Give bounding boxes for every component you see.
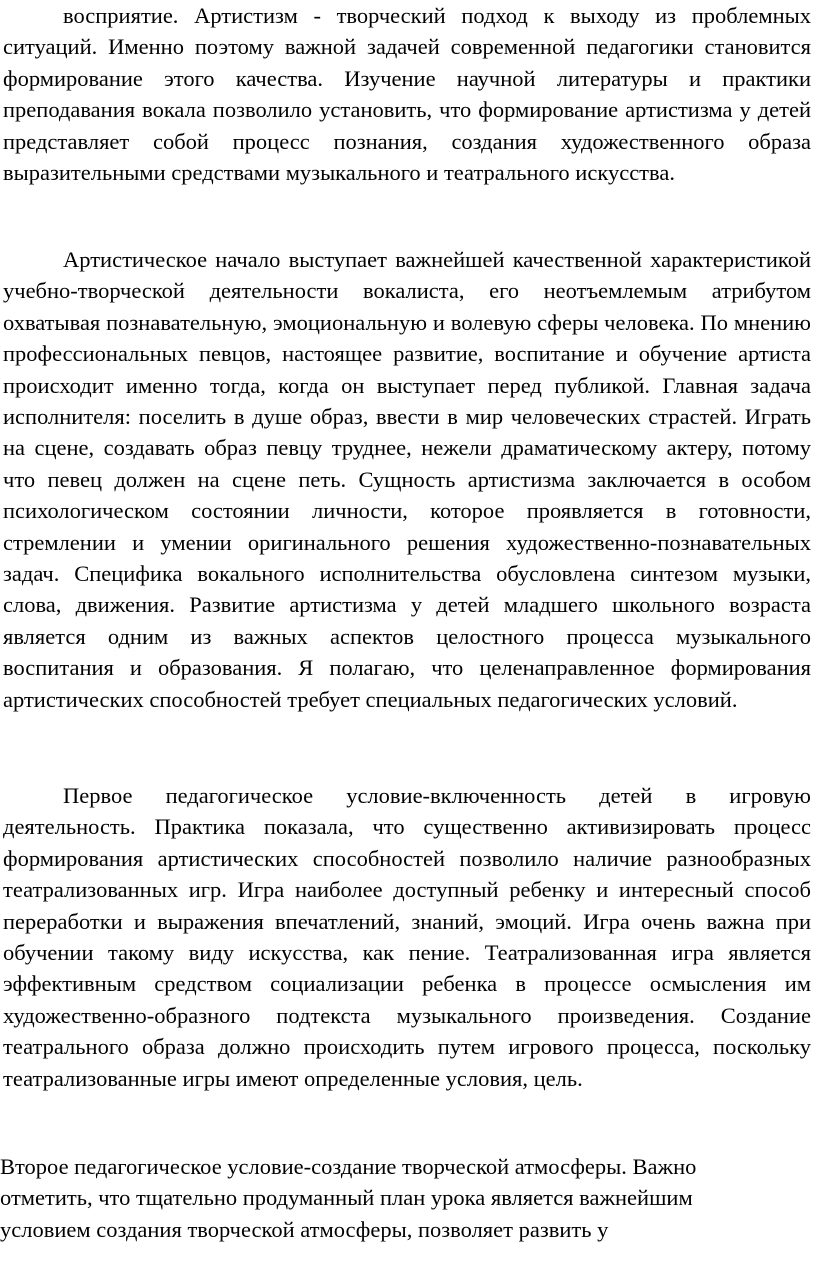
- paragraph-1: восприятие. Артистизм - творческий подход к выходу из проблемных ситуаций. Именно поэтому важной задачей современной педагогики становится формирование этого качества. Изучение научной литературы и практики преподавания вокала позволило установить, что формирование артистизма у детей представляет собой процесс познания, создания художественного образа выразительными средствами музыкального и театрального искусства.: [3, 3, 811, 186]
- paragraph-4: Второе педагогическое условие-создание творческой атмосферы. Важно отметить, что тщательно продуманный план урока является важнейшим условием создания творческой атмосферы, позволяет развить у: [0, 1154, 697, 1242]
- paragraph-3: Первое педагогическое условие-включенность детей в игровую деятельность. Практика показала, что существенно активизировать процесс формирования артистических способностей позволило наличие разнообразных театрализованных игр. Игра наиболее доступный ребенку и интересный способ переработки и выражения впечатлений, знаний, эмоций. Игра очень важна при обучении такому виду искусства, как пение. Театрализованная игра является эффективным средством социализации ребенка в процессе осмысления им художественно-образного подтекста музыкального произведения. Создание театрального образа должно происходить путем игрового процесса, поскольку театрализованные игры имеют определенные условия, цель.: [3, 783, 811, 1091]
- paragraph-2: Артистическое начало выступает важнейшей качественной характеристикой учебно-творческой деятельности вокалиста, его неотъемлемым атрибутом охватывая познавательную, эмоциональную и волевую сферы человека. По мнению профессиональных певцов, настоящее развитие, воспитание и обучение артиста происходит именно тогда, когда он выступает перед публикой. Главная задача исполнителя: поселить в душе образ, ввести в мир человеческих страстей. Играть на сцене, создавать образ певцу труднее, нежели драматическому актеру, потому что певец должен на сцене петь. Сущность артистизма заключается в особом психологическом состоянии личности, которое проявляется в готовности, стремлении и умении оригинального решения художественно-познавательных задач. Специфика вокального исполнительства обусловлена синтезом музыки, слова, движения. Развитие артистизма у детей младшего школьного возраста является одним из важных аспектов целостного процесса музыкального воспитания и образования. Я полагаю, что целенаправленное формирования артистических способностей требует специальных педагогических условий.: [3, 247, 811, 712]
